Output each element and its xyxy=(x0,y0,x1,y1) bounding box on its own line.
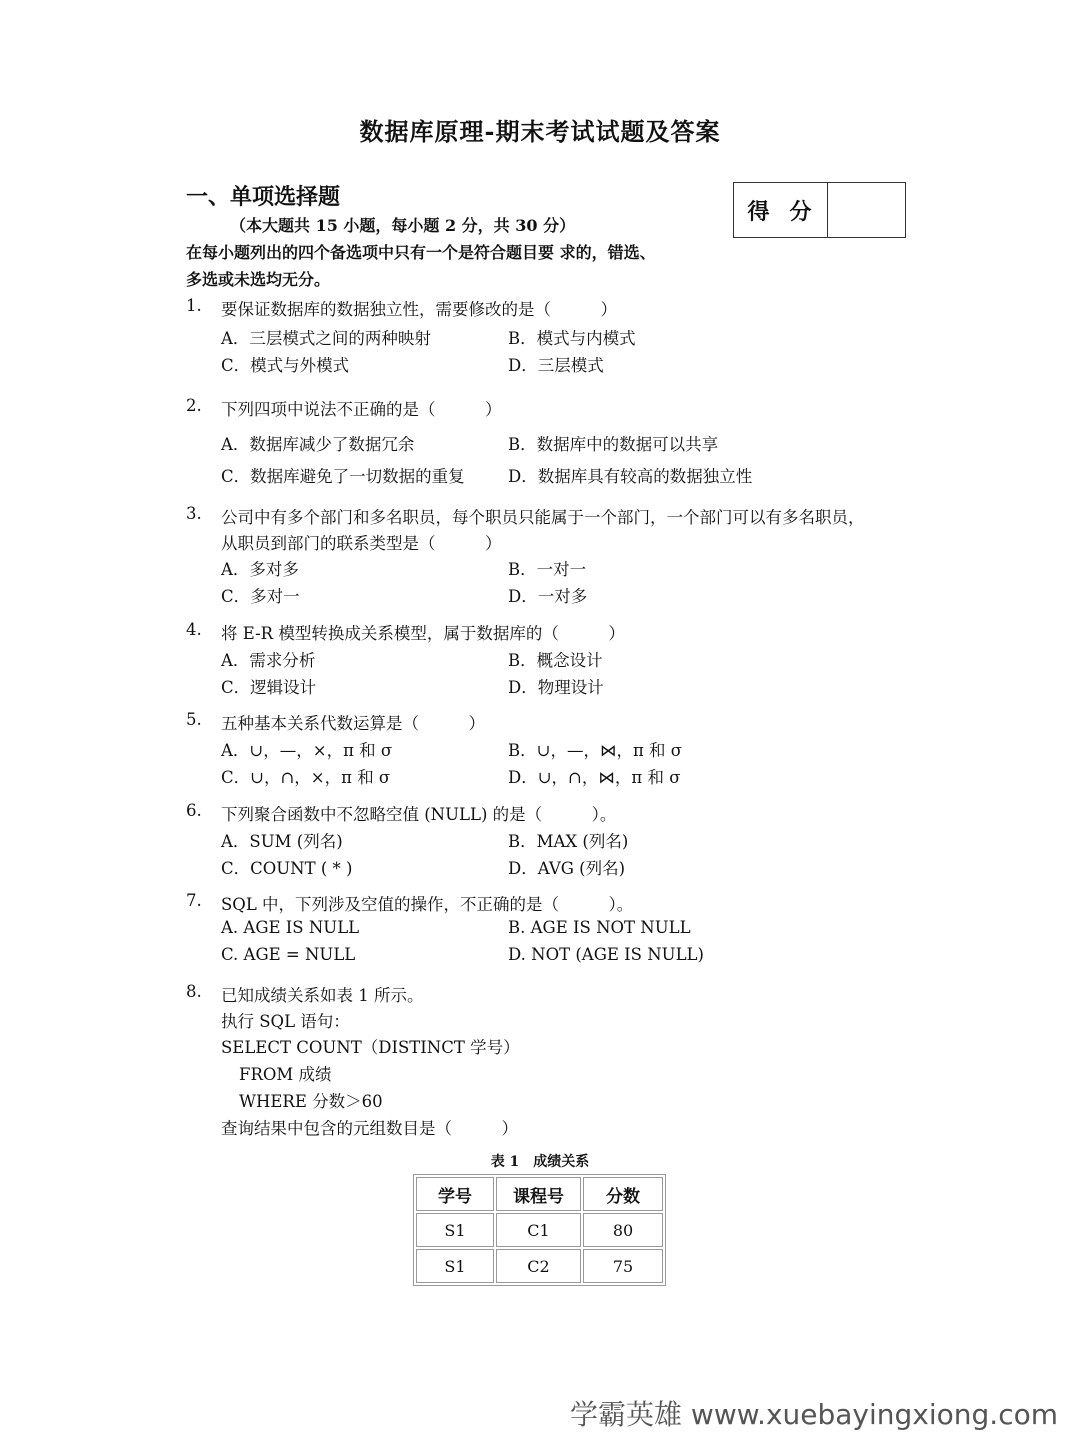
question-4-option-b: B．概念设计 xyxy=(508,651,603,670)
question-6-option-a: A．SUM (列名) xyxy=(221,832,343,851)
question-2-number: 2. xyxy=(186,396,202,415)
table-row xyxy=(416,1213,663,1247)
table-cell: 80 xyxy=(583,1213,663,1247)
footer-watermark: 学霸英雄 www.xuebayingxiong.com xyxy=(570,1398,1058,1431)
question-8-number: 8. xyxy=(186,982,202,1001)
question-8-sql-select: SELECT COUNT（DISTINCT 学号） xyxy=(221,1038,520,1057)
question-5-option-a: A．∪，—，×，π 和 σ xyxy=(221,741,393,760)
question-6-number: 6. xyxy=(186,801,202,820)
score-value-field[interactable] xyxy=(828,183,905,237)
table-header-row xyxy=(416,1177,663,1211)
section-heading: 一、单项选择题 xyxy=(186,184,341,210)
question-4-option-a: A．需求分析 xyxy=(221,651,316,670)
question-3-option-c: C．多对一 xyxy=(221,587,300,606)
question-6-text: 下列聚合函数中不忽略空值 (NULL) 的是（ ）。 xyxy=(221,805,617,824)
question-7-number: 7. xyxy=(186,891,202,910)
score-box xyxy=(733,182,906,238)
question-1-option-a: A．三层模式之间的两种映射 xyxy=(221,329,431,348)
question-7-text: SQL 中，下列涉及空值的操作，不正确的是（ ）。 xyxy=(221,895,634,914)
table-header-cell: 课程号 xyxy=(496,1177,581,1211)
question-6-option-b: B．MAX (列名) xyxy=(508,832,629,851)
question-1-option-c: C．模式与外模式 xyxy=(221,356,350,375)
question-7-option-a: A. AGE IS NULL xyxy=(221,918,360,937)
question-2-option-d: D．数据库具有较高的数据独立性 xyxy=(508,467,753,486)
table-row xyxy=(416,1249,663,1283)
table-header-cell: 分数 xyxy=(583,1177,663,1211)
question-2-option-a: A．数据库减少了数据冗余 xyxy=(221,435,415,454)
question-2-option-c: C．数据库避免了一切数据的重复 xyxy=(221,467,465,486)
question-5-option-d: D．∪，∩，⋈，π 和 σ xyxy=(508,768,681,787)
table-cell: C2 xyxy=(496,1249,581,1283)
question-4-number: 4. xyxy=(186,620,202,639)
table-header-cell: 学号 xyxy=(416,1177,494,1211)
question-8-text-line-6: 查询结果中包含的元组数目是（ ） xyxy=(221,1119,518,1138)
question-1-number: 1. xyxy=(186,296,202,315)
grade-table xyxy=(413,1174,666,1286)
question-3-text-line-1: 公司中有多个部门和多名职员，每个职员只能属于一个部门，一个部门可以有多名职员， xyxy=(221,508,865,527)
table-cell: S1 xyxy=(416,1213,494,1247)
question-2-text: 下列四项中说法不正确的是（ ） xyxy=(221,400,502,419)
table-cell: S1 xyxy=(416,1249,494,1283)
table-cell: 75 xyxy=(583,1249,663,1283)
question-7-option-d: D. NOT (AGE IS NULL) xyxy=(508,945,704,964)
section-note: （本大题共 15 小题，每小题 2 分，共 30 分） xyxy=(230,216,576,235)
question-3-text-line-2: 从职员到部门的联系类型是（ ） xyxy=(221,534,502,553)
question-4-option-c: C．逻辑设计 xyxy=(221,678,317,697)
question-5-option-b: B．∪，—，⋈，π 和 σ xyxy=(508,741,683,760)
question-8-sql-where: WHERE 分数＞60 xyxy=(239,1092,383,1111)
question-4-text: 将 E-R 模型转换成关系模型，属于数据库的（ ） xyxy=(221,624,625,643)
question-2-option-b: B．数据库中的数据可以共享 xyxy=(508,435,719,454)
question-7-option-b: B. AGE IS NOT NULL xyxy=(508,918,691,937)
question-8-text-line-1: 已知成绩关系如表 1 所示。 xyxy=(221,986,424,1005)
question-6-option-d: D．AVG (列名) xyxy=(508,859,626,878)
question-8-sql-from: FROM 成绩 xyxy=(239,1065,332,1084)
question-5-number: 5. xyxy=(186,710,202,729)
page-title: 数据库原理-期末考试试题及答案 xyxy=(359,117,721,146)
question-3-number: 3. xyxy=(186,504,202,523)
question-1-text: 要保证数据库的数据独立性，需要修改的是（ ） xyxy=(221,300,617,319)
question-4-option-d: D．物理设计 xyxy=(508,678,604,697)
question-1-option-b: B．模式与内模式 xyxy=(508,329,636,348)
table-cell: C1 xyxy=(496,1213,581,1247)
table-caption: 表 1 成绩关系 xyxy=(490,1154,590,1170)
instruction-line-1: 在每小题列出的四个备选项中只有一个是符合题目要 求的，错选、 xyxy=(186,243,656,262)
question-8-text-line-2: 执行 SQL 语句： xyxy=(221,1012,350,1031)
question-7-option-c: C. AGE = NULL xyxy=(221,945,356,964)
question-3-option-b: B．一对一 xyxy=(508,560,587,579)
question-1-option-d: D．三层模式 xyxy=(508,356,604,375)
score-label: 得分 xyxy=(734,183,828,237)
instruction-line-2: 多选或未选均无分。 xyxy=(186,270,331,289)
question-5-option-c: C．∪，∩，×，π 和 σ xyxy=(221,768,391,787)
question-5-text: 五种基本关系代数运算是（ ） xyxy=(221,714,485,733)
question-3-option-a: A．多对多 xyxy=(221,560,299,579)
question-6-option-c: C．COUNT ( * ) xyxy=(221,859,353,878)
question-3-option-d: D．一对多 xyxy=(508,587,588,606)
